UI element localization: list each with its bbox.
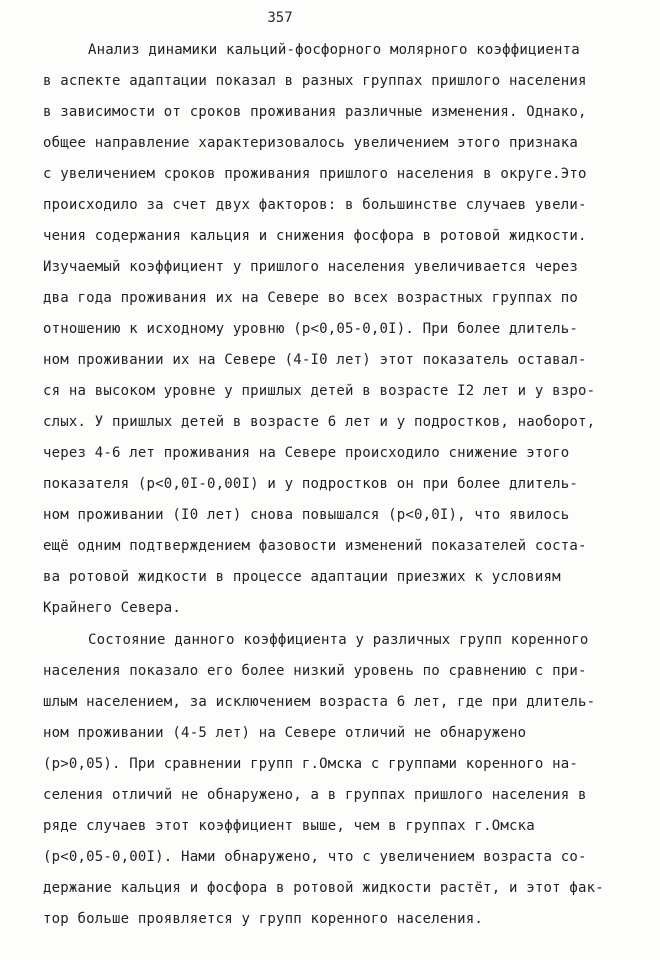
text-line: ещё одним подтверждением фазовости изменений показателей соста-	[43, 538, 587, 554]
text-line: слых. У пришлых детей в возрасте 6 лет и у подростков, наоборот,	[43, 414, 596, 430]
text-line: через 4-6 лет проживания на Севере происходило снижение этого	[43, 445, 570, 461]
text-line: Состояние данного коэффициента у различных групп коренного	[88, 632, 589, 648]
text-line: в зависимости от сроков проживания различные изменения. Однако,	[43, 104, 587, 120]
text-line: ном проживании (4-5 лет) на Севере отличий не обнаружено	[43, 725, 527, 741]
text-line: показателя (р<0,0I-0,00I) и у подростков он при более длитель-	[43, 476, 578, 492]
text-line: с увеличением сроков проживания пришлого населения в округе.Это	[43, 166, 587, 182]
text-line: отношению к исходному уровню (р<0,05-0,0I). При более длитель-	[43, 321, 578, 337]
text-line: шлым населением, за исключением возраста 6 лет, где при длитель-	[43, 694, 596, 710]
text-line: ном проживании (I0 лет) снова повышался (р<0,0I), что явилось	[43, 507, 570, 523]
text-line: Изучаемый коэффициент у пришлого населения увеличивается через	[43, 259, 578, 275]
text-line: ся на высоком уровне у пришлых детей в возрасте I2 лет и у взро-	[43, 383, 596, 399]
text-line: населения показало его более низкий уровень по сравнению с при-	[43, 663, 587, 679]
text-line: селения отличий не обнаружено, а в группах пришлого населения в	[43, 787, 587, 803]
text-line: держание кальция и фосфора в ротовой жидкости растёт, и этот фак-	[43, 880, 604, 896]
text-line: в аспекте адаптации показал в разных группах пришлого населения	[43, 73, 587, 89]
text-line: тор больше проявляется у групп коренного населения.	[43, 911, 484, 927]
text-line: ном проживании их на Севере (4-I0 лет) этот показатель оставал-	[43, 352, 587, 368]
page-number: 357	[267, 10, 293, 26]
text-line: чения содержания кальция и снижения фосфора в ротовой жидкости.	[43, 228, 587, 244]
text-line: ряде случаев этот коэффициент выше, чем в группах г.Омска	[43, 818, 535, 834]
text-line: (р>0,05). При сравнении групп г.Омска с группами коренного на-	[43, 756, 578, 772]
text-line: Крайнего Севера.	[43, 600, 182, 616]
text-line: (р<0,05-0,00I). Нами обнаружено, что с увеличением возраста со-	[43, 849, 587, 865]
text-line: общее направление характеризовалось увеличением этого признака	[43, 135, 578, 151]
text-line: происходило за счет двух факторов: в большинстве случаев увели-	[43, 197, 587, 213]
text-line: Анализ динамики кальций-фосфорного молярного коэффициента	[88, 42, 580, 58]
text-line: ва ротовой жидкости в процессе адаптации приезжих к условиям	[43, 569, 561, 585]
text-line: два года проживания их на Севере во всех возрастных группах по	[43, 290, 578, 306]
